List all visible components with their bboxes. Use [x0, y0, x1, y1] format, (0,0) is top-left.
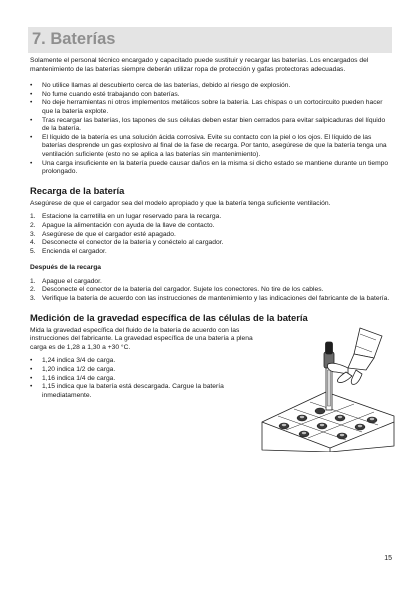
step-text: Estacione la carretilla en un lugar reservado para la recarga. — [42, 213, 222, 221]
list-item: • Una carga insuficiente en la batería puede causar daños en la misma si dicho estado se mantiene durante un tiempo prolongado. — [30, 160, 392, 177]
list-item — [30, 295, 392, 304]
after-recharge-steps — [30, 278, 392, 304]
list-item: • El líquido de la batería es una solución ácida corrosiva. Evite su contacto con la piel o los ojos. El líquido de las baterías desprende un gas explosivo al final de la fase de recarga. Por tanto, asegúrese de que la batería tenga una ventilación suficiente (esto no se aplica a las baterías sin mantenimiento). — [30, 134, 392, 160]
list-item — [30, 286, 392, 295]
step-text: Apague el cargador. — [42, 277, 102, 285]
step-number: 2. — [30, 286, 36, 294]
recharge-heading: Recarga de la batería — [30, 184, 125, 196]
list-item: • No fume cuando esté trabajando con baterías. — [30, 91, 392, 100]
list-item — [30, 239, 392, 248]
hydrometer-illustration — [256, 326, 396, 452]
step-text: Encienda el cargador. — [42, 247, 107, 255]
after-recharge-heading: Después de la recarga — [30, 264, 101, 272]
list-item: • 1,16 indica 1/4 de carga. — [30, 375, 270, 384]
page-content — [30, 57, 392, 400]
list-item — [30, 248, 392, 257]
gravity-intro: Mida la gravedad específica del fluido de la batería de acuerdo con las instrucciones del fabricante. La gravedad específica de una batería a plena carga es de 1,28 a 1,30 a +30 °C. — [30, 326, 253, 351]
step-text: Apague la alimentación con ayuda de la llave de contacto. — [42, 221, 215, 229]
step-number: 1. — [30, 213, 36, 221]
recharge-steps — [30, 213, 392, 256]
list-item — [30, 231, 392, 240]
gravity-list — [30, 357, 270, 400]
safety-list — [30, 82, 392, 177]
recharge-intro: Asegúrese de que el cargador sea del modelo apropiado y que la batería tenga suficiente ventilación. — [30, 199, 331, 207]
page-title: 7. Baterías — [32, 30, 116, 48]
step-number: 1. — [30, 277, 36, 285]
gravity-text — [30, 327, 270, 401]
list-item — [30, 222, 392, 231]
page-number: 15 — [384, 555, 392, 562]
section-header — [28, 27, 392, 53]
step-text: Desconecte el conector de la batería y conéctelo al cargador. — [42, 239, 224, 247]
step-text: Asegúrese de que el cargador esté apagado. — [42, 230, 176, 238]
intro-paragraph: Solamente el personal técnico encargado y capacitado puede sustituir y recargar las baterías. Los encargados del mantenimiento de las baterías siempre deberán utilizar ropa de protección y gafas protectoras adecuadas. — [30, 57, 369, 73]
step-number: 3. — [30, 295, 36, 303]
list-item — [30, 278, 392, 287]
list-item: • No utilice llamas al descubierto cerca de las baterías, debido al riesgo de explosión. — [30, 82, 392, 91]
step-number: 4. — [30, 239, 36, 247]
list-item: • 1,15 indica que la batería está descargada. Cargue la batería inmediatamente. — [30, 383, 270, 400]
gravity-section — [30, 312, 392, 401]
step-text: Verifique la batería de acuerdo con las instrucciones de mantenimiento y las indicaciones del fabricante de la batería. — [42, 295, 390, 303]
gravity-heading: Medición de la gravedad específica de las células de la batería — [30, 311, 308, 323]
step-number: 5. — [30, 247, 36, 255]
step-text: Desconecte el conector de la batería del cargador. Sujete los conectores. No tire de los cables. — [42, 286, 324, 294]
list-item: • 1,24 indica 3/4 de carga. — [30, 357, 270, 366]
step-number: 2. — [30, 221, 36, 229]
list-item: • No deje herramientas ni otros implementos metálicos sobre la batería. Las chispas o un cortocircuito pueden hacer que la batería explote. — [30, 99, 392, 116]
list-item: • Tras recargar las baterías, los tapones de sus células deben estar bien cerrados para evitar salpicaduras del líquido de la batería. — [30, 117, 392, 134]
list-item: • 1,20 indica 1/2 de carga. — [30, 366, 270, 375]
list-item — [30, 213, 392, 222]
step-number: 3. — [30, 230, 36, 238]
